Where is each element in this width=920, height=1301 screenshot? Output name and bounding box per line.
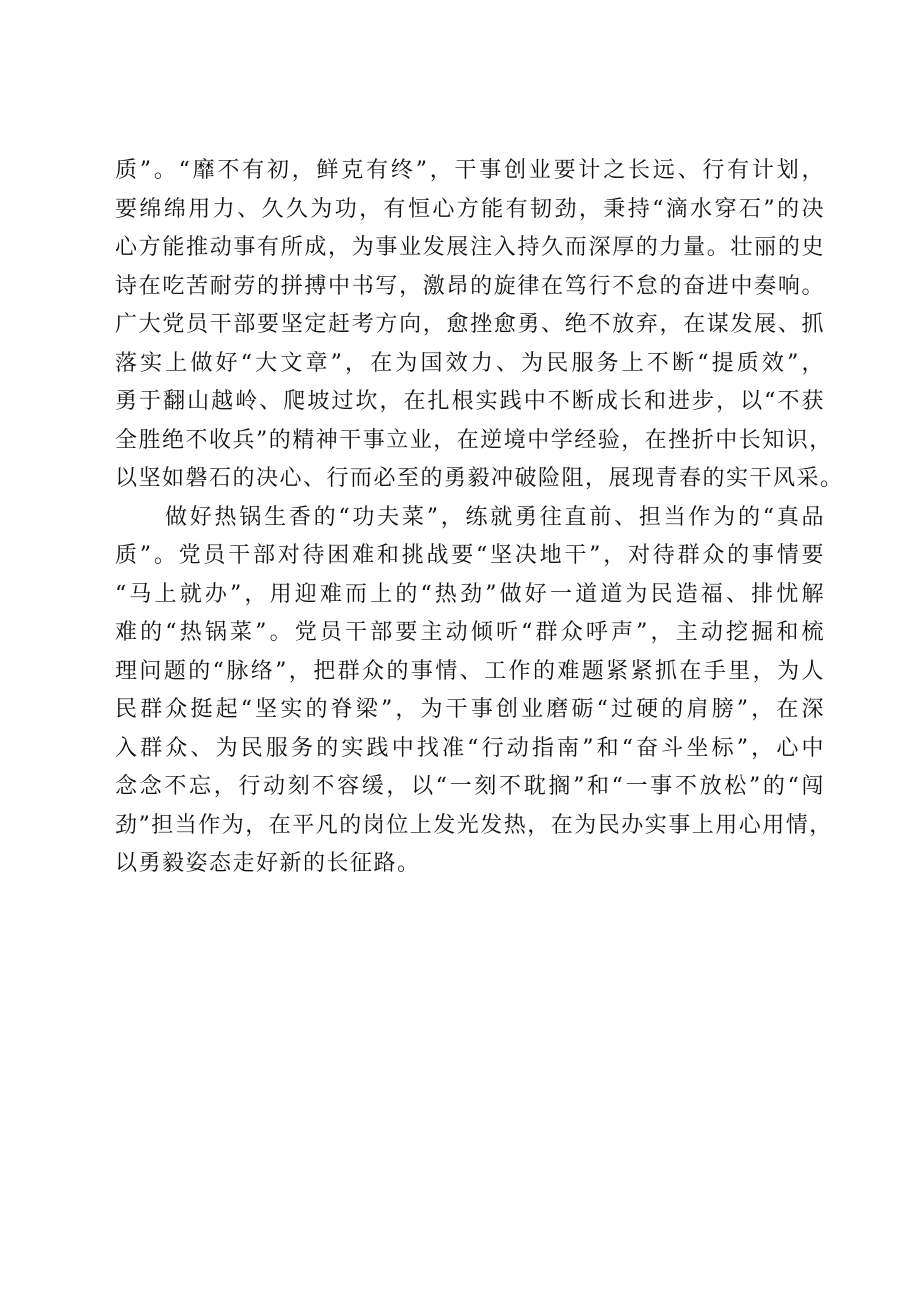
text-line: 念念不忘，行动刻不容缓，以“一刻不耽搁”和“一事不放松”的“闯 xyxy=(115,774,825,799)
text-line: 质”。“靡不有初，鲜克有终”，干事创业要计之长远、行有计划， xyxy=(115,158,825,183)
text-line: 民群众挺起“坚实的脊梁”，为干事创业磨砺“过硬的肩膀”，在深 xyxy=(115,697,825,722)
text-line: 入群众、为民服务的实践中找准“行动指南”和“奋斗坐标”，心中 xyxy=(115,735,825,761)
text-line: 以坚如磐石的决心、行而必至的勇毅冲破险阻，展现青春的实干风采。 xyxy=(115,466,844,491)
text-line: “马上就办”，用迎难而上的“热劲”做好一道道为民造福、排忧解 xyxy=(115,581,825,607)
text-line: 以勇毅姿态走好新的长征路。 xyxy=(115,851,421,876)
text-line: 劲”担当作为，在平凡的岗位上发光发热，在为民办实事上用心用情， xyxy=(115,812,833,838)
paragraph-1 xyxy=(115,152,844,499)
text-line: 心方能推动事有所成，为事业发展注入持久而深厚的力量。壮丽的史 xyxy=(115,235,825,260)
text-line: 全胜绝不收兵”的精神干事立业，在逆境中学经验，在挫折中长知识， xyxy=(115,427,833,453)
paragraph-2 xyxy=(115,499,833,884)
text-line: 理问题的“脉络”，把群众的事情、工作的难题紧紧抓在手里，为人 xyxy=(115,658,825,684)
text-line: 勇于翻山越岭、爬坡过坎，在扎根实践中不断成长和进步，以“不获 xyxy=(115,389,825,414)
text-line: 做好热锅生香的“功夫菜”，练就勇往直前、担当作为的“真品 xyxy=(165,504,825,530)
text-line: 广大党员干部要坚定赶考方向，愈挫愈勇、绝不放弃，在谋发展、抓 xyxy=(115,312,825,337)
text-line: 要绵绵用力、久久为功，有恒心方能有韧劲，秉持“滴水穿石”的决 xyxy=(115,196,825,222)
text-line: 落实上做好“大文章”，在为国效力、为民服务上不断“提质效”， xyxy=(115,350,825,376)
text-line: 质”。党员干部对待困难和挑战要“坚决地干”，对待群众的事情要 xyxy=(115,543,825,568)
article-body xyxy=(115,152,844,884)
text-line: 诗在吃苦耐劳的拼搏中书写，激昂的旋律在笃行不怠的奋进中奏响。 xyxy=(115,273,825,299)
text-line: 难的“热锅菜”。党员干部要主动倾听“群众呼声”，主动挖掘和梳 xyxy=(115,620,825,645)
